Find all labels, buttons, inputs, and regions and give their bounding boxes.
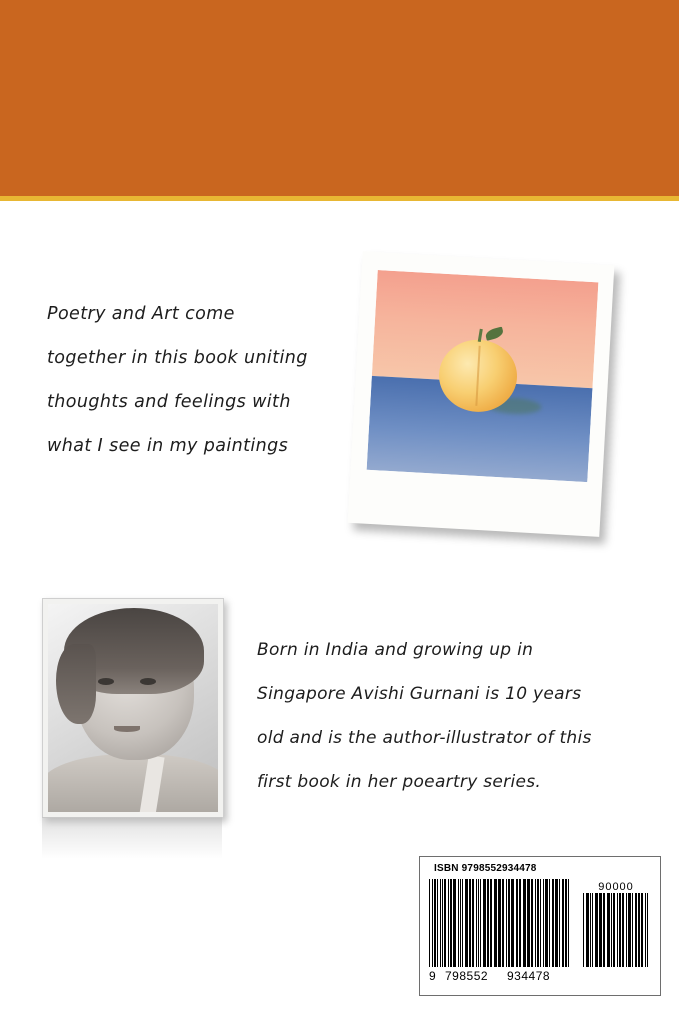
barcode-bar	[437, 879, 438, 967]
barcode-bar	[592, 893, 594, 967]
portrait-shoulders	[48, 754, 218, 812]
barcode-bar	[448, 879, 449, 967]
barcode-bar	[465, 879, 468, 967]
barcode-bar	[508, 879, 510, 967]
blurb-text	[47, 292, 367, 468]
barcode-bar	[490, 879, 492, 967]
barcode-bar	[511, 879, 514, 967]
barcode-bar	[626, 893, 627, 967]
painting-photo	[355, 258, 635, 548]
painting-fruit-crease	[475, 346, 480, 406]
barcode-bar	[607, 893, 610, 967]
barcode-bar	[617, 893, 618, 967]
isbn-label: ISBN 9798552934478	[434, 863, 537, 874]
barcode-bar	[432, 879, 433, 967]
barcode-bar	[611, 893, 612, 967]
ean-digit-first: 9	[429, 969, 437, 983]
barcode-bar	[472, 879, 474, 967]
portrait-mouth	[114, 726, 140, 732]
barcode-bar	[619, 893, 621, 967]
portrait-hair-side	[56, 644, 96, 724]
barcode-bar	[434, 879, 436, 967]
barcode-bar	[478, 879, 479, 967]
bio-line: Singapore Avishi Gurnani is 10 years	[257, 684, 582, 704]
top-color-band	[0, 0, 679, 196]
barcode-bar	[462, 879, 463, 967]
barcode-bar	[537, 879, 539, 967]
barcode-bar	[565, 879, 567, 967]
painting-artwork	[367, 270, 599, 482]
barcode-bar	[641, 893, 643, 967]
barcode-bar	[519, 879, 520, 967]
barcode-bar	[559, 879, 560, 967]
barcode-bar	[638, 893, 640, 967]
author-photo	[42, 598, 224, 818]
blurb-line: what I see in my paintings	[47, 436, 289, 456]
barcode-bar	[647, 893, 648, 967]
portrait-eye-right	[140, 678, 156, 685]
barcode-bar	[458, 879, 459, 967]
barcode-bar	[595, 893, 598, 967]
barcode-bar	[549, 879, 550, 967]
barcode-bar	[552, 879, 555, 967]
barcode-bar	[645, 893, 646, 967]
barcode-bar	[628, 893, 631, 967]
barcode-bar	[590, 893, 591, 967]
barcode-bar	[527, 879, 530, 967]
barcode-bar	[603, 893, 605, 967]
barcode-bar	[555, 879, 558, 967]
portrait-eye-left	[98, 678, 114, 685]
blurb-line: together in this book uniting	[47, 348, 308, 368]
ean5-addon-barcode	[583, 893, 649, 967]
ean13-barcode	[429, 879, 571, 967]
barcode-bar	[632, 893, 633, 967]
blurb-line: Poetry and Art come	[47, 304, 235, 324]
barcode-bar	[635, 893, 638, 967]
barcode-bar	[613, 893, 616, 967]
barcode-bar	[494, 879, 497, 967]
barcode-bar	[476, 879, 477, 967]
barcode-bar	[453, 879, 456, 967]
barcode-bar	[531, 879, 533, 967]
ean-digit-group-1: 798552	[445, 969, 489, 983]
barcode-bar	[440, 879, 441, 967]
bio-line: old and is the author-illustrator of this	[257, 728, 592, 748]
barcode-bar	[460, 879, 461, 967]
barcode-bar	[545, 879, 548, 967]
barcode-bar	[483, 879, 486, 967]
painting-frame	[348, 251, 615, 537]
top-band-accent-rule	[0, 196, 679, 201]
barcode-bar	[506, 879, 507, 967]
barcode-bar	[429, 879, 430, 967]
author-photo-frame	[42, 598, 224, 818]
author-photo-reflection	[42, 817, 222, 859]
barcode-bar	[583, 893, 584, 967]
barcode-bar	[442, 879, 443, 967]
barcode-addon-digits: 90000	[598, 881, 634, 893]
barcode-block	[419, 856, 661, 996]
barcode-bar	[599, 893, 602, 967]
barcode-bar	[498, 879, 501, 967]
barcode-bar	[480, 879, 481, 967]
barcode-bar	[543, 879, 544, 967]
barcode-bar	[516, 879, 518, 967]
barcode-bar	[540, 879, 541, 967]
barcode-bar	[523, 879, 526, 967]
barcode-bar	[568, 879, 569, 967]
barcode-bar	[562, 879, 564, 967]
barcode-bar	[622, 893, 624, 967]
barcode-bar	[469, 879, 471, 967]
author-photo-image	[48, 604, 218, 812]
ean-digit-group-2: 934478	[507, 969, 551, 983]
bio-line: Born in India and growing up in	[257, 640, 534, 660]
barcode-bar	[450, 879, 453, 967]
barcode-bar	[487, 879, 490, 967]
bio-line: first book in her poeartry series.	[257, 772, 542, 792]
barcode-bar	[535, 879, 536, 967]
blurb-line: thoughts and feelings with	[47, 392, 291, 412]
barcode-bar	[520, 879, 521, 967]
barcode-bar	[444, 879, 446, 967]
author-bio-text	[257, 628, 647, 804]
barcode-bar	[586, 893, 589, 967]
barcode-bar	[502, 879, 504, 967]
